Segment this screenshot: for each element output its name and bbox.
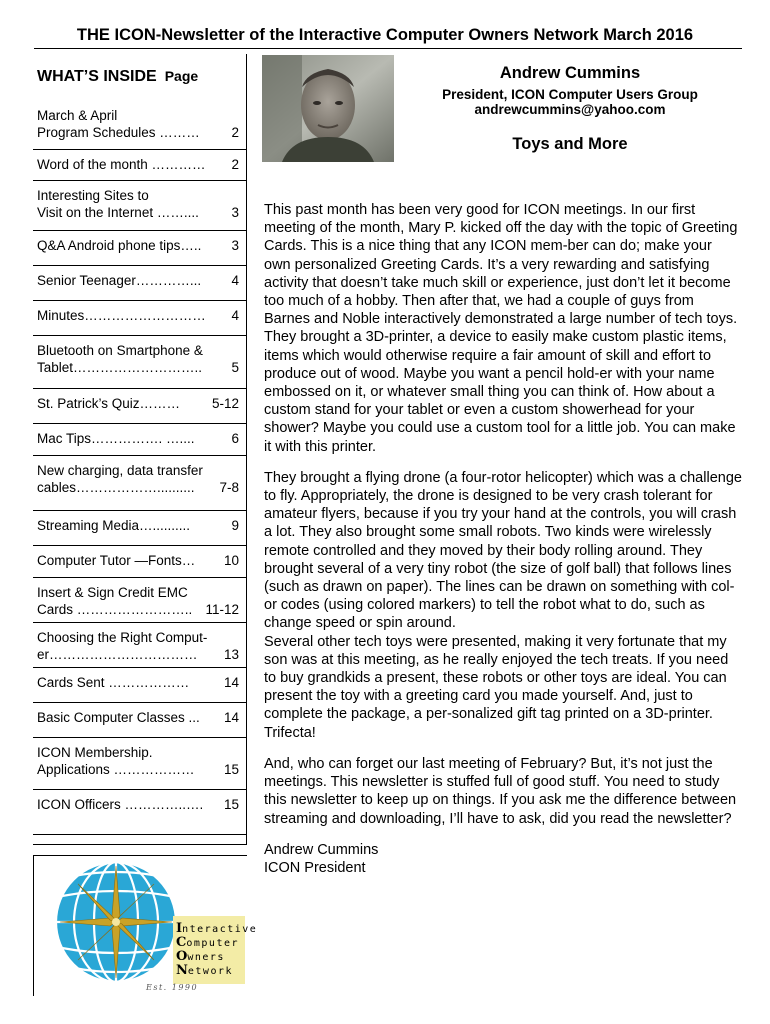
toc-entry xyxy=(37,517,239,534)
article-paragraph-3: Several other tech toys were presented, making it very fortunate that my son was at this meeting, as he really enjoyed the tech treats. If you need to buy grandkids a present, these robots or other toys are ideal. You can present the toy with a greeting card you made yourself. And, just to complete the package, a per-sonalized gift tag printed on a 3D-printer. Trifecta! xyxy=(264,633,729,741)
toc-entry-page: 7-8 xyxy=(219,480,239,495)
article-paragraph-2: They brought a flying drone (a four-rotor helicopter) which was a challenge to fly. Appropriately, the drone is designed to be very crash tolerant for amateur flyers, because if you try your hand at the controls, you will crash a lot. They also brought some small robots. Two kinds were wirelessly remote controlled and they moved by their body rolling around. They brought several of a very tiny robot (the size of golf ball) that follows lines (such as drawn on paper). The lines can be drawn on something with col-or codes (using colored markers) to tell the robot what to do, such as change speed or spin around. xyxy=(264,469,742,632)
toc-entry-page: 14 xyxy=(223,710,239,725)
toc-entry-label: Mac Tips……………. ….... xyxy=(37,431,195,446)
toc-entry-page: 4 xyxy=(231,308,239,323)
toc-entry xyxy=(37,237,239,254)
toc-entry xyxy=(37,796,239,813)
article-paragraph-4: And, who can forget our last meeting of February? But, it’s not just the meetings. This newsletter is stuffed full of good stuff. You need to study this newsletter to keep up on things. If you ask me the difference between streaming and downloading, I’ll have to ask, did you read the newsletter? xyxy=(264,755,737,827)
toc-entry xyxy=(37,272,239,289)
toc-divider xyxy=(33,423,246,424)
toc-entry-label: Minutes……………………… xyxy=(37,308,206,323)
toc-entry-row xyxy=(37,552,239,569)
logo-wordmark xyxy=(173,916,258,984)
toc-entry-label: cables……………….......... xyxy=(37,480,195,495)
toc-entry-label: Senior Teenager…………... xyxy=(37,273,202,288)
toc-entry-label: Tablet……………………….. xyxy=(37,360,203,375)
toc-divider xyxy=(33,622,246,623)
toc-entry-label: Word of the month ………… xyxy=(37,157,206,172)
logo-word-2: omputer xyxy=(186,938,240,949)
toc-entry-page: 10 xyxy=(223,553,239,568)
toc-entry-row xyxy=(37,646,239,663)
toc-entry-label: Streaming Media….......... xyxy=(37,518,191,533)
logo-letter-i: I xyxy=(176,921,183,936)
toc-title xyxy=(37,68,198,86)
toc-entry-label: Visit on the Internet …….... xyxy=(37,205,199,220)
toc-divider xyxy=(33,455,246,456)
portrait-image xyxy=(262,55,394,162)
toc-entry-label: Applications ……………… xyxy=(37,762,195,777)
toc-divider xyxy=(33,667,246,668)
toc-entry xyxy=(37,430,239,447)
icon-logo xyxy=(33,855,258,996)
toc-divider xyxy=(33,335,246,336)
toc-entry-line: March & April xyxy=(37,108,118,123)
toc-entry-line: Choosing the Right Comput- xyxy=(37,630,208,645)
toc-entry xyxy=(37,552,239,569)
toc-divider xyxy=(33,230,246,231)
toc-entry-page: 2 xyxy=(231,125,239,140)
toc-entry-row xyxy=(37,479,239,496)
toc-page-label: Page xyxy=(164,68,199,84)
toc-entry-page: 13 xyxy=(223,647,239,662)
toc-entry-label: Basic Computer Classes ... xyxy=(37,710,200,725)
toc-entry-row xyxy=(37,272,239,289)
toc-divider xyxy=(33,265,246,266)
toc-entry-row xyxy=(37,761,239,778)
toc-entry xyxy=(37,584,239,618)
toc-entry-row xyxy=(37,674,239,691)
toc-entry-row xyxy=(37,430,239,447)
toc-entry xyxy=(37,187,239,221)
toc-entry-page: 5 xyxy=(231,360,239,375)
toc-entry-row xyxy=(37,709,239,726)
toc-entry xyxy=(37,744,239,778)
toc-entry-row xyxy=(37,307,239,324)
toc-entry xyxy=(37,307,239,324)
toc-entry-page: 3 xyxy=(231,205,239,220)
toc-entry-label: Program Schedules ……… xyxy=(37,125,200,140)
toc-entry-label: St. Patrick’s Quiz……… xyxy=(37,396,181,411)
toc-sidebar xyxy=(33,54,247,845)
signature-name: Andrew Cummins xyxy=(264,841,379,858)
toc-entry-row xyxy=(37,204,239,221)
logo-letter-o: O xyxy=(176,949,188,964)
toc-divider xyxy=(33,388,246,389)
toc-entry-page: 15 xyxy=(223,762,239,777)
toc-entry-label: Q&A Android phone tips….. xyxy=(37,238,202,253)
toc-entry-row xyxy=(37,237,239,254)
toc-entry-page: 15 xyxy=(223,797,239,812)
toc-entry-row xyxy=(37,124,239,141)
toc-divider xyxy=(33,510,246,511)
toc-entry xyxy=(37,629,239,663)
toc-divider xyxy=(33,834,246,835)
article-body xyxy=(264,201,742,877)
toc-divider xyxy=(33,149,246,150)
toc-entry-row xyxy=(37,517,239,534)
toc-divider xyxy=(33,545,246,546)
toc-entry xyxy=(37,156,239,173)
toc-divider xyxy=(33,300,246,301)
toc-entry-page: 3 xyxy=(231,238,239,253)
toc-entry-row xyxy=(37,796,239,813)
toc-entry-row xyxy=(37,156,239,173)
toc-entry-line: ICON Membership. xyxy=(37,745,153,760)
toc-entry-row xyxy=(37,395,239,412)
president-name: Andrew Cummins xyxy=(499,64,641,82)
president-title: President, ICON Computer Users Group xyxy=(442,87,698,102)
toc-divider xyxy=(33,737,246,738)
toc-entry-page: 4 xyxy=(231,273,239,288)
toc-entry-page: 2 xyxy=(231,157,239,172)
article-paragraph-1: This past month has been very good for ICON meetings. In our first meeting of the month, Mary P. kicked off the day with the topic of Greeting Cards. This is a nice thing that any ICON mem-ber can do; make your own personalized Greeting Cards. It’s a very rewarding and satisfying activity that doesn’t take much skill or experience, just don’t let it become too much of a hobby. Then after that, we had a couple of guys from Barnes and Noble interactively demonstrated a large number of tech toys. They brought a 3D-printer, a device to easily make custom plastic items, items which would otherwise require a fair amount of skill and effort to produce out of wood. Maybe you want a pencil hold-er with your name embossed on it, or whatever small thing you can think of. How about a custom stand for your tablet or even a custom showerhead for your shower? Maybe you could use a custom tool for a little job. You can make it with this printer. xyxy=(264,202,738,455)
toc-title-text: WHAT’S INSIDE xyxy=(37,68,157,85)
toc-entry-page: 5-12 xyxy=(211,396,239,411)
president-photo xyxy=(262,55,394,162)
toc-entry xyxy=(37,107,239,141)
toc-entry-line: Interesting Sites to xyxy=(37,188,149,203)
toc-entry-page: 6 xyxy=(231,431,239,446)
toc-entry xyxy=(37,395,239,412)
toc-entry-label: Cards Sent ……………… xyxy=(37,675,190,690)
logo-word-1: nteractive xyxy=(182,924,258,935)
toc-divider xyxy=(33,180,246,181)
toc-entry xyxy=(37,674,239,691)
toc-entry-label: Cards …………………….. xyxy=(37,602,193,617)
toc-entry-line: New charging, data transfer xyxy=(37,463,203,478)
toc-entry-line: Insert & Sign Credit EMC xyxy=(37,585,188,600)
logo-word-4: etwork xyxy=(187,966,234,977)
logo-est: Est. 1990 xyxy=(146,983,199,992)
toc-entry-label: Computer Tutor —Fonts… xyxy=(37,553,196,568)
toc-entry xyxy=(37,709,239,726)
toc-entry xyxy=(37,342,239,376)
toc-entry-page: 14 xyxy=(223,675,239,690)
logo-letter-c: C xyxy=(176,935,187,950)
toc-entry-label: er…………………………… xyxy=(37,647,198,662)
president-block xyxy=(400,64,740,154)
logo-word-3: wners xyxy=(187,952,225,963)
header-rule xyxy=(34,48,742,49)
signature-title: ICON President xyxy=(264,859,366,876)
toc-entry-page: 9 xyxy=(231,518,239,533)
toc-divider xyxy=(33,702,246,703)
toc-entry-label: ICON Officers …………..…. xyxy=(37,797,204,812)
logo-letter-n: N xyxy=(176,963,188,978)
newsletter-header: THE ICON-Newsletter of the Interactive Computer Owners Network March 2016 xyxy=(76,26,694,44)
toc-divider xyxy=(33,577,246,578)
toc-entry-page: 11-12 xyxy=(205,602,239,617)
toc-entry-line: Bluetooth on Smartphone & xyxy=(37,343,203,358)
toc-divider xyxy=(33,789,246,790)
toc-entry-row xyxy=(37,359,239,376)
toc-entry-row xyxy=(37,601,239,618)
president-email[interactable]: andrewcummins@yahoo.com xyxy=(474,102,666,117)
article-title: Toys and More xyxy=(512,135,628,153)
toc-entry xyxy=(37,462,239,496)
